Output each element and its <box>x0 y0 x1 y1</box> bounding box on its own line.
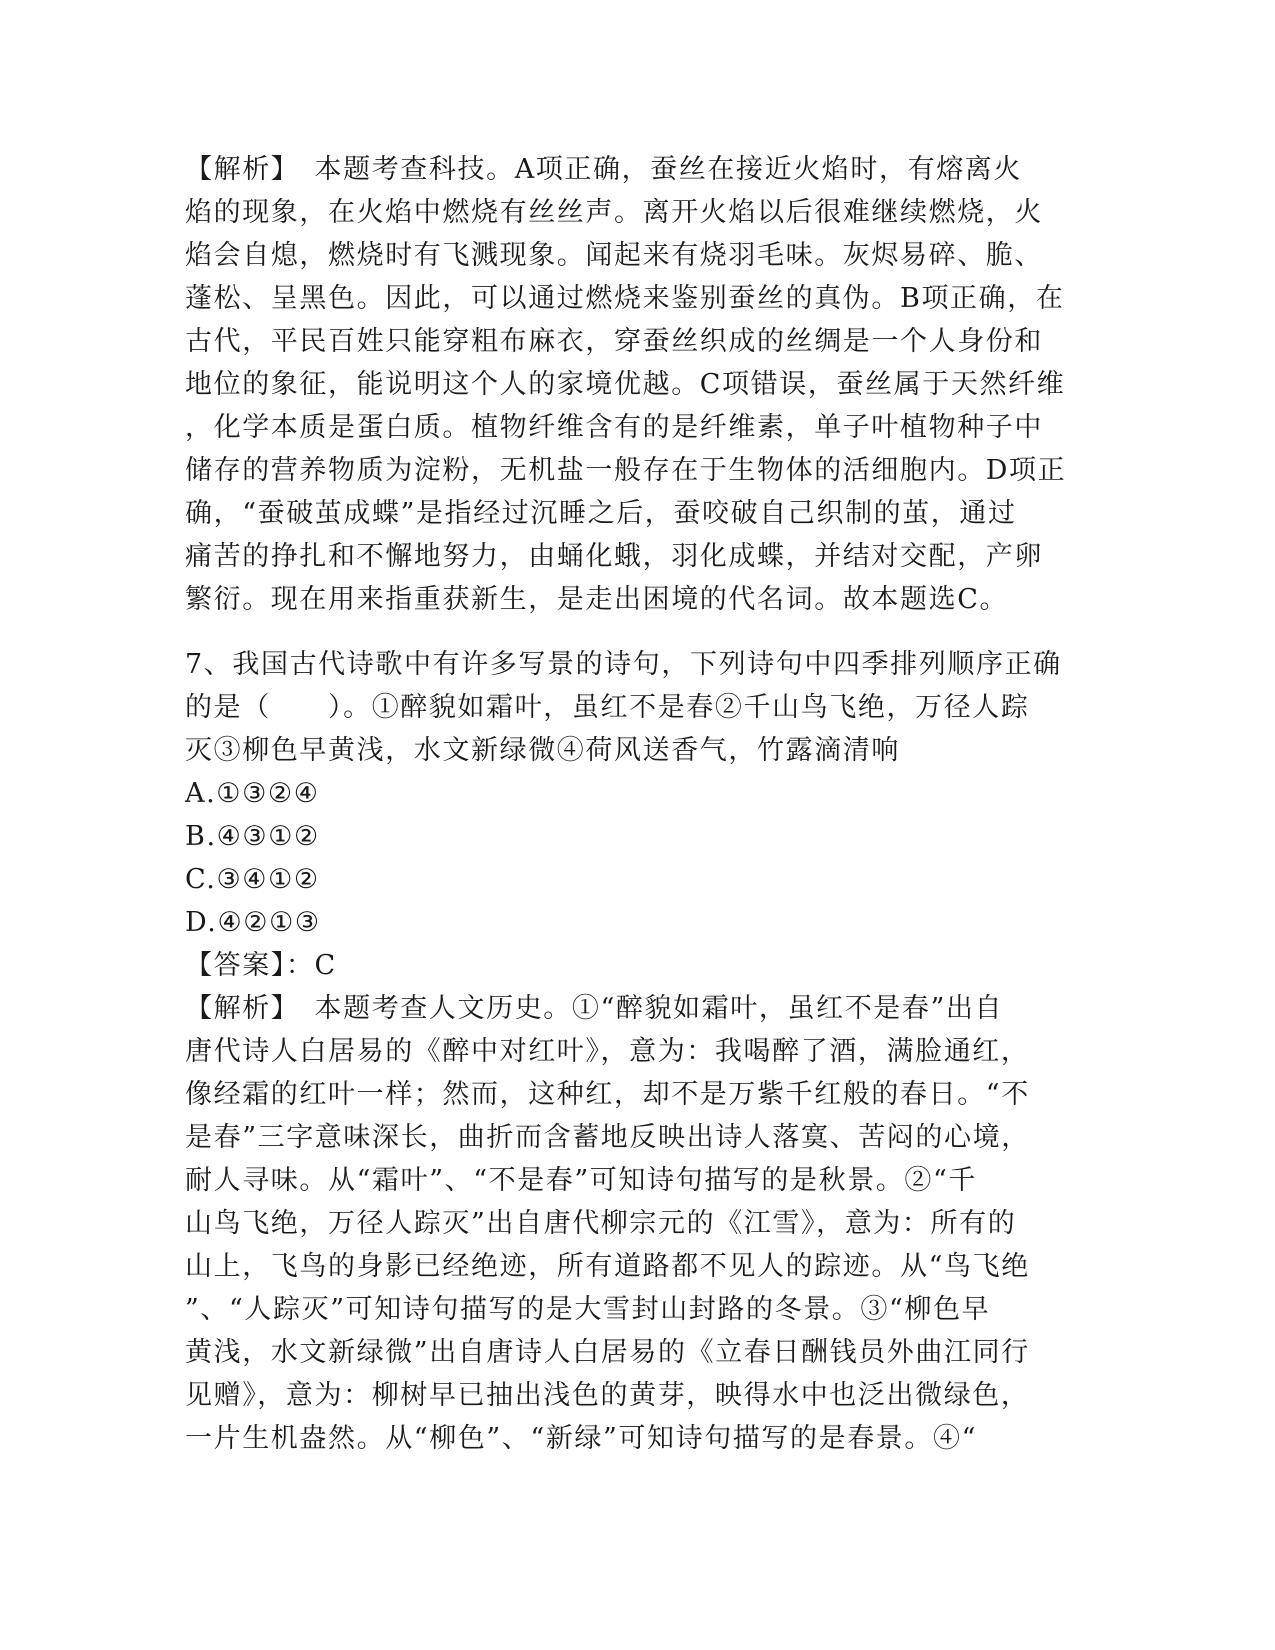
paragraph-gap <box>185 621 1085 643</box>
analysis-text-line: 像经霜的红叶一样；然而，这种红，却不是万紫千红般的春日。“不 <box>185 1079 1030 1110</box>
analysis-text-line: 【解析】 本题考查人文历史。①“醉貌如霜叶，虽红不是春”出自 <box>185 993 1004 1024</box>
text-line: 繁衍。现在用来指重获新生，是走出困境的代名词。故本题选C。 <box>185 584 1009 615</box>
option-a: A.①③②④ <box>185 778 320 809</box>
document-page <box>185 148 1085 1460</box>
analysis-block-q6 <box>185 148 1085 621</box>
analysis-text-line: 唐代诗人白居易的《醉中对红叶》，意为：我喝醉了酒，满脸通红， <box>185 1036 1030 1067</box>
option-c: C.③④①② <box>185 864 320 895</box>
text-line: 地位的象征，能说明这个人的家境优越。C项错误，蚕丝属于天然纤维 <box>185 369 1066 400</box>
analysis-text-line: 山鸟飞绝，万径人踪灭”出自唐代柳宗元的《江雪》，意为：所有的 <box>185 1208 1017 1239</box>
analysis-text-line: 是春”三字意味深长，曲折而含蓄地反映出诗人落寞、苦闷的心境， <box>185 1122 1030 1153</box>
analysis-text-line: 黄浅，水文新绿微”出自唐诗人白居易的《立春日酬钱员外曲江同行 <box>185 1337 1030 1368</box>
text-line: 焰的现象，在火焰中燃烧有丝丝声。离开火焰以后很难继续燃烧，火 <box>185 197 1043 228</box>
text-line: 蓬松、呈黑色。因此，可以通过燃烧来鉴别蚕丝的真伪。B项正确，在 <box>185 283 1065 314</box>
analysis-text-line: ”、“人踪灭”可知诗句描写的是大雪封山封路的冬景。③“柳色早 <box>185 1294 991 1325</box>
question-text-line: 7、我国古代诗歌中有许多写景的诗句，下列诗句中四季排列顺序正确 <box>185 649 1062 680</box>
question-text-line: 的是（ ）。①醉貌如霜叶，虽红不是春②千山鸟飞绝，万径人踪 <box>185 692 1030 723</box>
text-line: 【解析】 本题考查科技。A项正确，蚕丝在接近火焰时，有熔离火 <box>185 154 1022 185</box>
text-line: 储存的营养物质为淀粉，无机盐一般存在于生物体的活细胞内。D项正 <box>185 455 1067 486</box>
text-line: 痛苦的挣扎和不懈地努力，由蛹化蛾，羽化成蝶，并结对交配，产卵 <box>185 541 1043 572</box>
analysis-text-line: 见赠》，意为：柳树早已抽出浅色的黄芽，映得水中也泛出微绿色， <box>185 1380 1030 1411</box>
option-b: B.④③①② <box>185 821 320 852</box>
analysis-text-line: 山上，飞鸟的身影已经绝迹，所有道路都不见人的踪迹。从“鸟飞绝 <box>185 1251 1030 1282</box>
answer-line: 【答案】：C <box>185 950 337 981</box>
analysis-text-line: 耐人寻味。从“霜叶”、“不是春”可知诗句描写的是秋景。②“千 <box>185 1165 978 1196</box>
question-text-line: 灭③柳色早黄浅，水文新绿微④荷风送香气，竹露滴清响 <box>185 735 900 766</box>
option-d: D.④②①③ <box>185 907 321 938</box>
text-line: 确，“蚕破茧成蝶”是指经过沉睡之后，蚕咬破自己织制的茧，通过 <box>185 498 1017 529</box>
text-line: ，化学本质是蛋白质。植物纤维含有的是纤维素，单子叶植物种子中 <box>185 412 1043 443</box>
question-block-q7 <box>185 643 1085 1460</box>
text-line: 古代，平民百姓只能穿粗布麻衣，穿蚕丝织成的丝绸是一个人身份和 <box>185 326 1043 357</box>
text-line: 焰会自熄，燃烧时有飞溅现象。闻起来有烧羽毛味。灰烬易碎、脆、 <box>185 240 1043 271</box>
analysis-text-line: 一片生机盎然。从“柳色”、“新绿”可知诗句描写的是春景。④“ <box>185 1423 978 1454</box>
